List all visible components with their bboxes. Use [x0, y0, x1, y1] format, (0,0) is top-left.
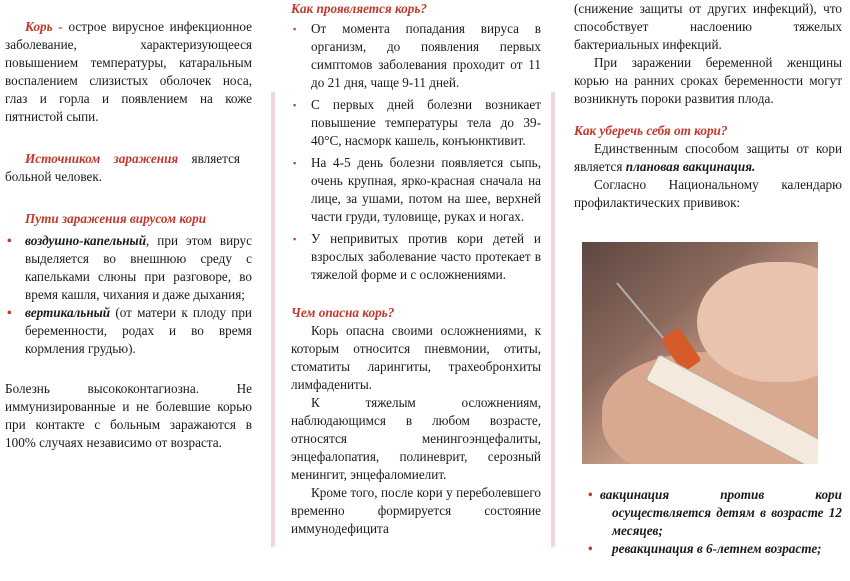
square-bullet-icon: ▪ [293, 234, 297, 244]
list-item [580, 540, 842, 558]
symptom-text: У непривитых против кори детей и взрослых заболевание часто протекает в тяжелой форме и с осложнениями. [311, 231, 541, 282]
list-item [580, 486, 842, 540]
routes-list [5, 232, 252, 358]
square-bullet-icon: ▪ [293, 24, 297, 34]
vaccination-item: вакцинация против кори осуществляется детям в возрасте 12 месяцев; [600, 487, 842, 538]
source-text: является больной человек. [5, 151, 240, 184]
list-item [291, 96, 541, 150]
symptom-text: На 4-5 день болезни появляется сыпь, очень крупная, ярко-красная сначала на лице, за ушами, потом на шее, верхней части груди, туловище, руках и ногах. [311, 155, 541, 224]
danger-paragraph-1: Корь опасна своими осложнениями, к которым относится пневмонии, отиты, стоматиты ларингиты, трахеобронхиты лимфадениты. [291, 323, 541, 392]
source-paragraph [5, 150, 252, 186]
vaccination-schedule [580, 486, 842, 558]
route-text: , при этом вирус выделяется во внешнюю среду с капельками слюны при разговоре, во время кашля, чихания и даже дыхания; [25, 233, 252, 302]
protect-paragraph-1 [574, 140, 842, 176]
protect-text: Единственным способом защиты от кори является [574, 141, 842, 174]
danger-heading: Чем опасна корь? [291, 305, 395, 320]
source-term: Источником заражения [25, 151, 179, 166]
symptom-text: От момента попадания вируса в организм, до появления первых симптомов заболевания проходит от 11 до 21 дня, чаще 9-11 дней. [311, 21, 541, 90]
divider-left [271, 92, 275, 547]
bullet-icon: • [7, 233, 12, 248]
list-item [291, 20, 541, 92]
square-bullet-icon: ▪ [293, 158, 297, 168]
bullet-icon: • [7, 305, 12, 320]
vaccination-term: плановая вакцинация. [625, 159, 756, 174]
symptom-text: С первых дней болезни возникает повышение температуры тела до 39-40°С, насморк кашель, конъюнктивит. [311, 97, 541, 148]
vaccination-list [580, 486, 842, 558]
list-item [5, 232, 252, 304]
list-item [5, 304, 252, 358]
protect-paragraph-2: Согласно Национальному календарю профилактических прививок: [574, 177, 842, 210]
danger-paragraph-3: Кроме того, после кори у переболевшего временно формируется состояние иммунодефицита [291, 485, 541, 536]
routes-heading: Пути заражения вирусом кори [25, 211, 207, 226]
divider-right [551, 92, 555, 547]
route-term: вертикальный [25, 305, 111, 320]
list-item [291, 230, 541, 284]
bullet-icon: • [588, 541, 593, 556]
column-right [574, 0, 842, 212]
square-bullet-icon: ▪ [293, 100, 297, 110]
symptoms-heading: Как проявляется корь? [291, 1, 427, 16]
needle-shape [616, 282, 669, 345]
column-left [5, 0, 252, 452]
immunodeficiency-continuation: (снижение защиты от других инфекций), что способствует наслоению тяжелых бактериальных инфекций. [574, 1, 842, 52]
protect-heading: Как уберечь себя от кори? [574, 123, 728, 138]
intro-dash: - [52, 19, 69, 34]
symptoms-list [291, 20, 541, 284]
vaccination-photo [582, 242, 818, 464]
bullet-icon: • [588, 487, 593, 502]
intro-text: острое вирусное инфекционное заболевание, характеризующееся повышением температуры, катаральным воспалением слизистых оболочек носа, глаз и горла и появлением на коже пятнистой сыпи. [5, 19, 252, 124]
danger-paragraph-2: К тяжелым осложнениям, наблюдающимся в любом возрасте, относятся менингоэнцефалиты, энцефалопатия, полиневрит, серозный менингит, энцефаломиелит. [291, 395, 541, 482]
pregnancy-paragraph: При заражении беременной женщины корью на ранних сроках беременности могут возникнуть пороки развития плода. [574, 55, 842, 106]
route-text: (от матери к плоду при беременности, родах и во время кормления грудью). [25, 305, 252, 356]
contagious-paragraph: Болезнь высококонтагиозна. Не иммунизированные и не болевшие корью при контакте с больным заражаются в 100% случаях независимо от возраста. [5, 381, 252, 450]
intro-term: Корь [25, 19, 53, 34]
column-middle [291, 0, 541, 538]
intro-paragraph [5, 18, 252, 126]
vaccination-item: ревакцинация в 6-летнем возрасте; [612, 541, 822, 556]
list-item [291, 154, 541, 226]
route-term: воздушно-капельный [25, 233, 147, 248]
